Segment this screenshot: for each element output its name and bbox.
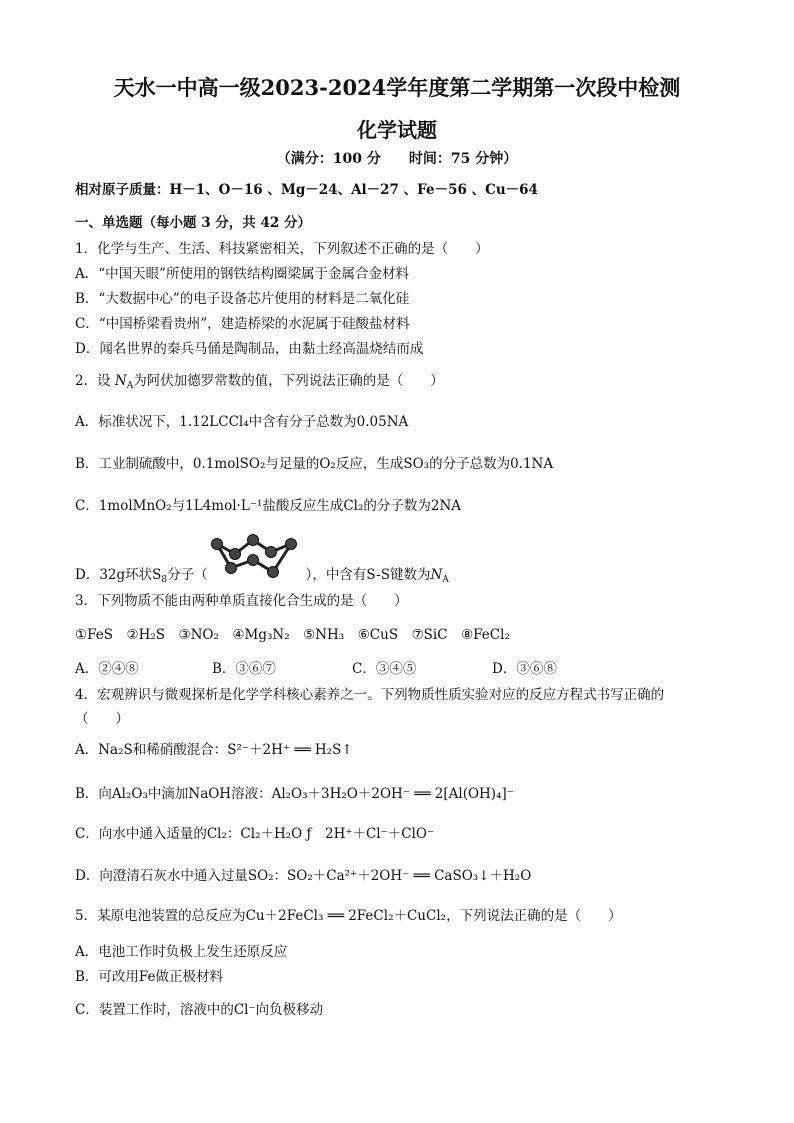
q5-option-c: C．装置工作时，溶液中的Cl⁻向负极移动 (75, 1002, 324, 1018)
q3-option-b: B．③⑥⑦ (212, 661, 276, 677)
q2-d-na: N (430, 567, 443, 583)
q3-items: ①FeS ②H₂S ③NO₂ ④Mg₃N₂ ⑤NH₃ ⑥CuS ⑦SiC ⑧FeCl₂ (75, 627, 510, 643)
q2-d-sub: 8 (161, 575, 168, 585)
q5-stem: 5．某原电池装置的总反应为Cu＋2FeCl₃ ══ 2FeCl₂＋CuCl₂，下列说法正确的是（ ） (75, 908, 622, 924)
q1-option-d: D．闻名世界的秦兵马俑是陶制品，由黏土经高温烧结而成 (75, 341, 424, 357)
q2-stem (75, 372, 444, 395)
q1-stem: 1．化学与生产、生活、科技紧密相关，下列叙述不正确的是（ ） (75, 241, 489, 257)
q2-d-mid: 分子（ (167, 567, 208, 583)
exam-meta: （满分：100 分 时间：75 分钟） (276, 151, 518, 167)
q2-na-sub: A (126, 381, 134, 391)
q3-option-c: C．③④⑤ (352, 661, 417, 677)
q2-na: N (114, 373, 127, 389)
q2-d-post: ），中含有S-S键数为 (305, 567, 431, 583)
q2-d-na-sub: A (442, 575, 449, 585)
q2-stem-post: 为阿伏加德罗常数的值，下列说法正确的是（ ） (133, 373, 444, 389)
q5-option-a: A．电池工作时负极上发生还原反应 (75, 944, 288, 960)
q4-option-d: D．向澄清石灰水中通入过量SO₂：SO₂＋Ca²⁺＋2OH⁻ ══ CaSO₃↓＋H₂O (75, 868, 532, 884)
section-heading: 一、单选题（每小题 3 分，共 42 分） (75, 215, 311, 231)
q1-option-b: B．“大数据中心”的电子设备芯片使用的材料是二氧化硅 (75, 291, 410, 307)
q4-stem: 4．宏观辨识与微观探析是化学学科核心素养之一。下列物质性质实验对应的反应方程式书写正确的 (75, 687, 665, 703)
q4-option-c: C．向水中通入适量的Cl₂：Cl₂＋H₂O ƒ 2H⁺＋Cl⁻＋ClO⁻ (75, 826, 435, 842)
q5-option-b: B．可改用Fe做正极材料 (75, 969, 224, 985)
q1-option-a: A．“中国天眼”所使用的钢铁结构圈梁属于金属合金材料 (75, 266, 410, 282)
subject-title: 化学试题 (357, 118, 437, 142)
q3-stem: 3．下列物质不能由两种单质直接化合生成的是（ ） (75, 593, 408, 609)
q2-option-b: B．工业制硫酸中，0.1molSO₂与足量的O₂反应，生成SO₃的分子总数为0.1NA (75, 456, 554, 472)
q2-option-d (75, 566, 449, 589)
q4-option-b: B．向Al₂O₃中滴加NaOH溶液：Al₂O₃＋3H₂O＋2OH⁻ ══ 2[Al(OH)₄]⁻ (75, 786, 514, 802)
atomic-masses: 相对原子质量：H－1、O－16 、Mg－24、Al－27 、Fe－56 、Cu－64 (75, 182, 538, 198)
q3-option-d: D．③⑥⑧ (492, 661, 557, 677)
q4-option-a: A．Na₂S和稀硝酸混合：S²⁻＋2H⁺ ══ H₂S↑ (75, 742, 353, 758)
q4-stem-blank: （ ） (75, 711, 129, 727)
q1-option-c: C．“中国桥梁看贵州”，建造桥梁的水泥属于硅酸盐材料 (75, 316, 410, 332)
q2-d-pre: D．32g环状S (75, 567, 162, 583)
q3-option-a: A．②④⑧ (75, 661, 139, 677)
q2-stem-pre: 2．设 (75, 373, 115, 389)
q2-option-a: A．标准状况下，1.12LCCl₄中含有分子总数为0.05NA (75, 414, 409, 430)
q2-option-c: C．1molMnO₂与1L4mol·L⁻¹盐酸反应生成Cl₂的分子数为2NA (75, 498, 462, 514)
exam-title: 天水一中高一级2023-2024学年度第二学期第一次段中检测 (113, 75, 681, 100)
